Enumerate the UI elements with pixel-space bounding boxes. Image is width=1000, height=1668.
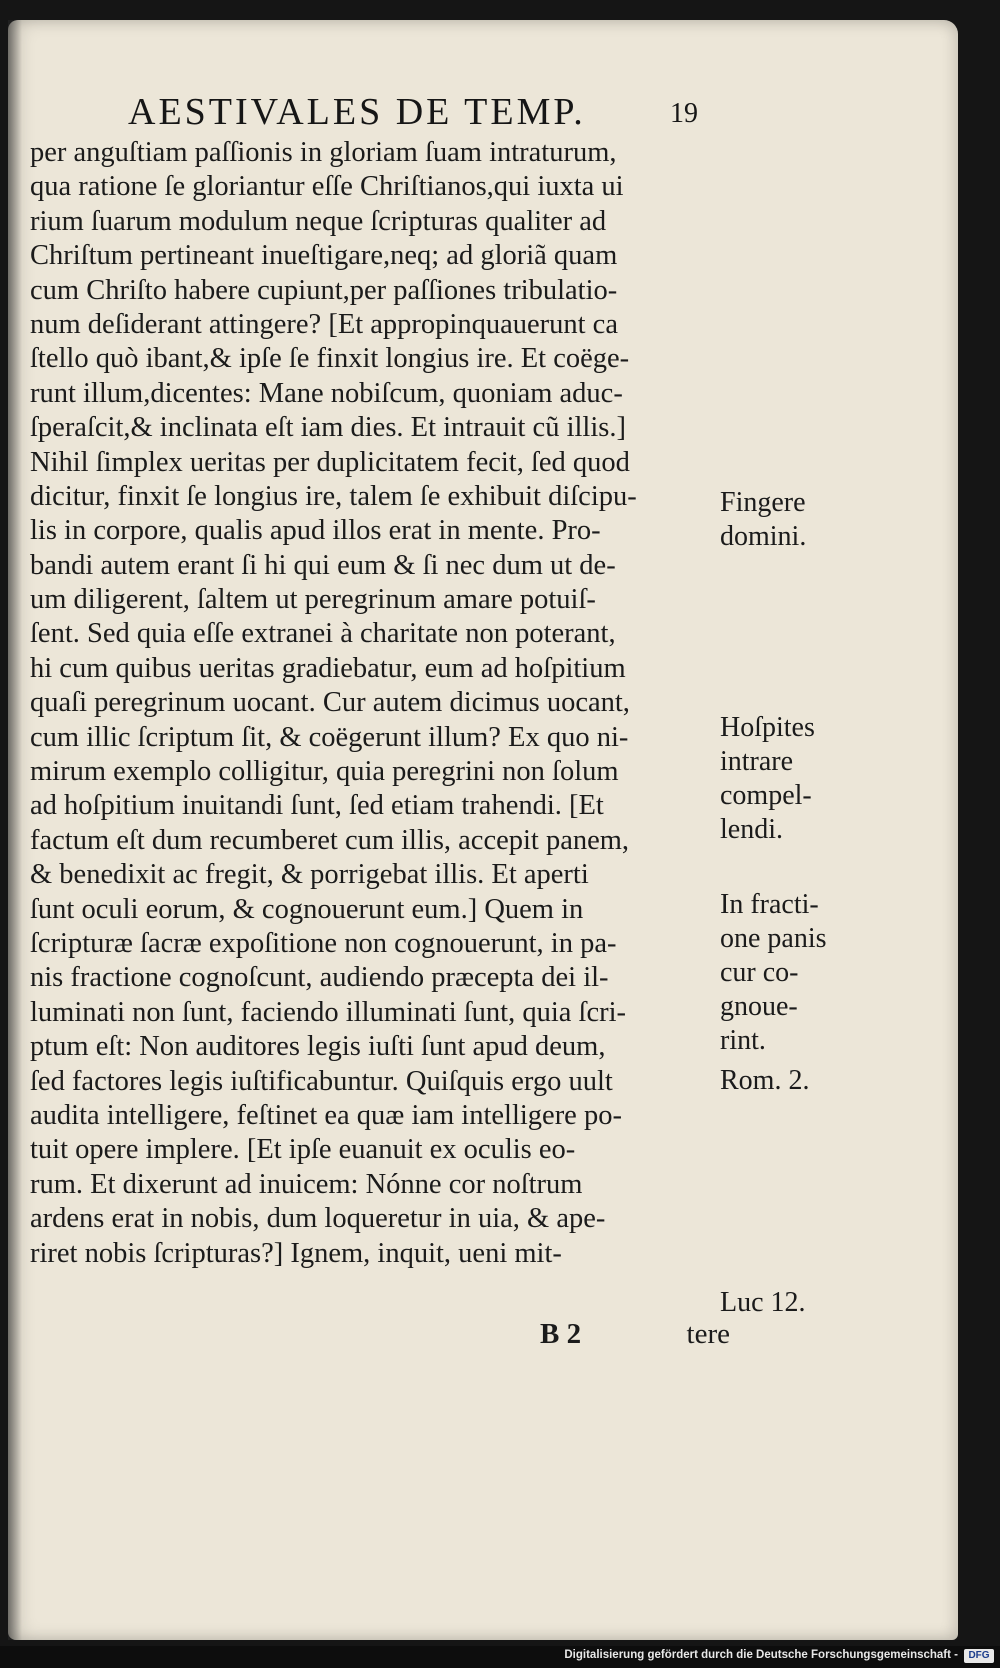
text-line: ſunt oculi eorum, & cognouerunt eum.] Quem in bbox=[30, 893, 584, 925]
text-line: ſperaſcit,& inclinata eſt iam dies. Et intrauit cũ illis.] bbox=[30, 412, 626, 444]
text-line: rum. Et dixerunt ad inuicem: Nónne cor noſtrum bbox=[30, 1168, 583, 1200]
text-line: rium ſuarum modulum neque ſcripturas qualiter ad bbox=[30, 205, 607, 237]
text-line: ad hoſpitium inuitandi ſunt, ſed etiam trahendi. [Et bbox=[30, 790, 604, 822]
margin-note-line: In fracti- bbox=[720, 889, 819, 920]
margin-note-line: Rom. 2. bbox=[720, 1065, 810, 1096]
text-line: ptum eſt: Non auditores legis iuſti ſunt apud deum, bbox=[30, 1031, 606, 1063]
text-line: tuit opere implere. [Et ipſe euanuit ex oculis eo- bbox=[30, 1134, 576, 1166]
page-header bbox=[128, 90, 698, 135]
margin-note-line: compel- bbox=[720, 780, 812, 811]
text-line: num deſiderant attingere? [Et appropinquauerunt ca bbox=[30, 308, 618, 340]
text-line: riret nobis ſcripturas?] Ignem, inquit, ueni mit- bbox=[30, 1237, 562, 1269]
text-line: ſent. Sed quia eſſe extranei à charitate non poterant, bbox=[30, 618, 616, 650]
catchword: tere bbox=[686, 1318, 730, 1350]
body-text bbox=[30, 136, 745, 1271]
footer-credit: Digitalisierung gefördert durch die Deutsche Forschungsgemeinschaft - bbox=[564, 1649, 958, 1661]
text-line: runt illum,dicentes: Mane nobiſcum, quoniam aduc- bbox=[30, 377, 623, 409]
text-line: mirum exemplo colligitur, quia peregrini non ſolum bbox=[30, 756, 619, 788]
text-line: dicitur, finxit ſe longius ire, talem ſe exhibuit diſcipu- bbox=[30, 480, 637, 512]
margin-note-line: lendi. bbox=[720, 814, 783, 845]
margin-note-rom bbox=[720, 1064, 809, 1098]
running-head: AESTIVALES DE TEMP. bbox=[128, 91, 586, 133]
text-line: audita intelligere, feſtinet ea quæ iam intelligere po- bbox=[30, 1099, 622, 1131]
margin-note-line: Fingere bbox=[720, 487, 806, 518]
text-line: bandi autem erant ſi hi qui eum & ſi nec dum ut de- bbox=[30, 549, 616, 581]
margin-note-luc bbox=[720, 1286, 806, 1320]
text-line: um diligerent, ſaltem ut peregrinum amare potuiſ- bbox=[30, 584, 596, 616]
text-line: Nihil ſimplex ueritas per duplicitatem fecit, ſed quod bbox=[30, 446, 630, 478]
text-line: cum Chriſto habere cupiunt,per paſſiones tribulatio- bbox=[30, 274, 618, 306]
digitization-footer bbox=[0, 1646, 1000, 1668]
page-gutter-shadow bbox=[8, 20, 22, 1640]
text-line: ſed factores legis iuſtificabuntur. Quiſquis ergo uult bbox=[30, 1065, 613, 1097]
text-line: quaſi peregrinum uocant. Cur autem dicimus uocant, bbox=[30, 687, 630, 719]
catchline bbox=[540, 1318, 730, 1358]
text-line: ſtello quò ibant,& ipſe ſe finxit longius ire. Et coëge- bbox=[30, 343, 630, 375]
margin-note-line: rint. bbox=[720, 1025, 766, 1056]
signature-mark: B 2 bbox=[540, 1318, 582, 1350]
text-line: per anguſtiam paſſionis in gloriam ſuam intraturum, bbox=[30, 137, 617, 168]
margin-note-line: domini. bbox=[720, 521, 807, 552]
text-line: ardens erat in nobis, dum loqueretur in uia, & ape- bbox=[30, 1203, 606, 1235]
dfg-logo-icon: DFG bbox=[964, 1649, 994, 1663]
margin-note-line: cur co- bbox=[720, 957, 799, 988]
margin-note-hospites bbox=[720, 711, 815, 847]
margin-note-line: one panis bbox=[720, 923, 827, 954]
folio-number: 19 bbox=[670, 98, 698, 129]
text-line: qua ratione ſe gloriantur eſſe Chriſtianos,qui iuxta ui bbox=[30, 171, 624, 203]
text-line: lis in corpore, qualis apud illos erat in mente. Pro- bbox=[30, 515, 601, 547]
text-line: cum illic ſcriptum ſit, & coëgerunt illum? Ex quo ni- bbox=[30, 721, 629, 753]
text-line: Chriſtum pertineant inueſtigare,neq; ad gloriã quam bbox=[30, 240, 618, 272]
margin-note-line: Hoſpites bbox=[720, 712, 815, 743]
text-line: ſcripturæ ſacræ expoſitione non cognouerunt, in pa- bbox=[30, 927, 617, 959]
text-line: nis fractione cognoſcunt, audiendo præcepta dei il- bbox=[30, 962, 609, 994]
margin-note-line: Luc 12. bbox=[720, 1287, 806, 1318]
text-line: factum eſt dum recumberet cum illis, accepit panem, bbox=[30, 824, 630, 856]
margin-note-line: intrare bbox=[720, 746, 794, 777]
margin-note-line: gnoue- bbox=[720, 991, 798, 1022]
margin-note-fractio bbox=[720, 888, 827, 1058]
text-line: & benedixit ac fregit, & porrigebat illis. Et aperti bbox=[30, 859, 589, 891]
text-line: luminati non ſunt, faciendo illuminati ſunt, quia ſcri- bbox=[30, 996, 627, 1028]
text-line: hi cum quibus ueritas gradiebatur, eum ad hoſpitium bbox=[30, 652, 626, 684]
margin-note-fingere bbox=[720, 486, 806, 554]
